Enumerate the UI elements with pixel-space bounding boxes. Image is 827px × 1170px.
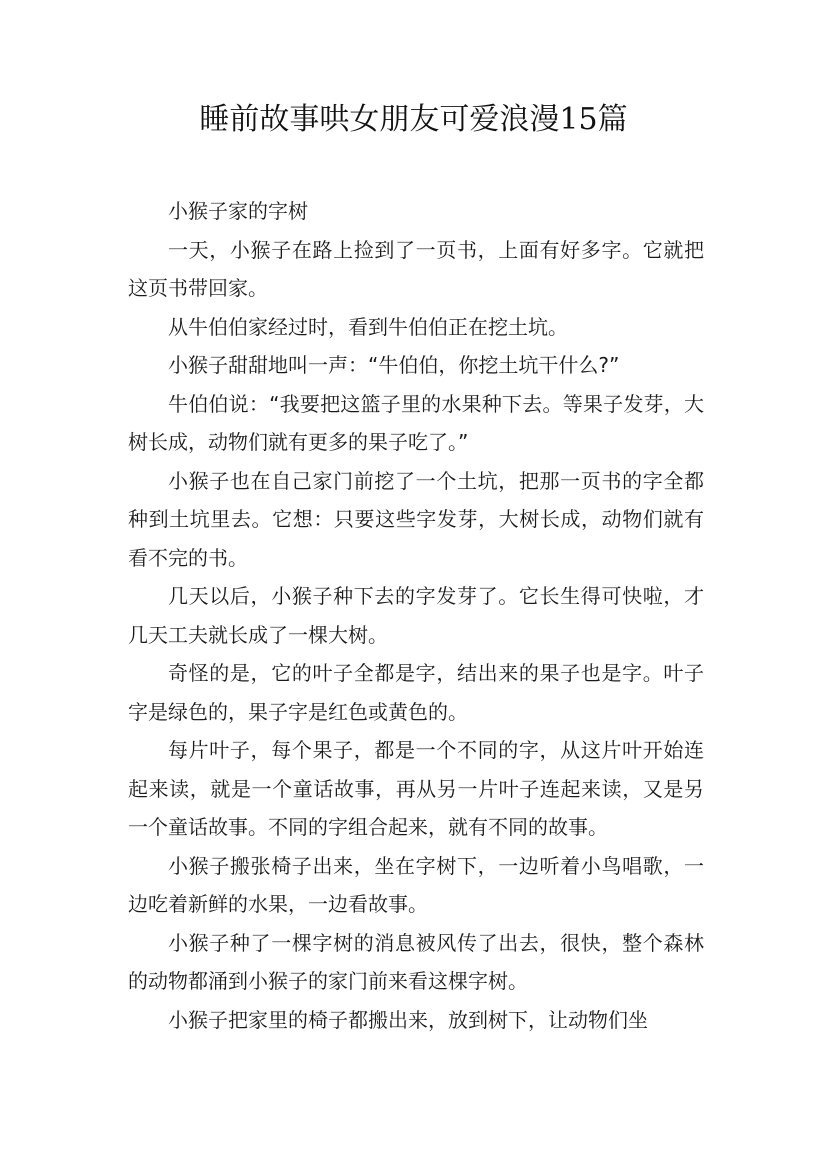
paragraph: 几天以后，小猴子种下去的字发芽了。它长生得可快啦，才几天工夫就长成了一棵大树。 bbox=[128, 584, 704, 647]
paragraph: 奇怪的是，它的叶子全都是字，结出来的果子也是字。叶子字是绿色的，果子字是红色或黄色的。 bbox=[128, 661, 704, 724]
paragraph: 小猴子搬张椅子出来，坐在字树下，一边听着小鸟唱歌，一边吃着新鲜的水果，一边看故事。 bbox=[128, 853, 704, 916]
paragraph: 小猴子家的字树 bbox=[168, 199, 308, 223]
paragraph: 小猴子种了一棵字树的消息被风传了出去，很快，整个森林的动物都涌到小猴子的家门前来看这棵字树。 bbox=[128, 930, 704, 993]
paragraph: 小猴子甜甜地叫一声：“牛伯伯，你挖土坑干什么?” bbox=[168, 353, 620, 377]
paragraph: 从牛伯伯家经过时，看到牛伯伯正在挖土坑。 bbox=[168, 314, 568, 339]
paragraph: 每片叶子，每个果子，都是一个不同的字，从这片叶开始连起来读，就是一个童话故事，再从另一片叶子连起来读，又是另一个童话故事。不同的字组合起来，就有不同的故事。 bbox=[128, 738, 704, 839]
paragraph: 一天，小猴子在路上捡到了一页书，上面有好多字。它就把这页书带回家。 bbox=[128, 237, 704, 300]
paragraph: 小猴子也在自己家门前挖了一个土坑，把那一页书的字全都种到土坑里去。它想：只要这些字发芽，大树长成，动物们就有看不完的书。 bbox=[128, 468, 704, 570]
document-title: 睡前故事哄女朋友可爱浪漫15篇 bbox=[199, 102, 628, 137]
paragraph: 小猴子把家里的椅子都搬出来，放到树下，让动物们坐 bbox=[168, 1007, 648, 1032]
document-body bbox=[128, 192, 704, 1039]
paragraph: 牛伯伯说：“我要把这篮子里的水果种下去。等果子发芽，大树长成，动物们就有更多的果子吃了。” bbox=[128, 391, 704, 454]
